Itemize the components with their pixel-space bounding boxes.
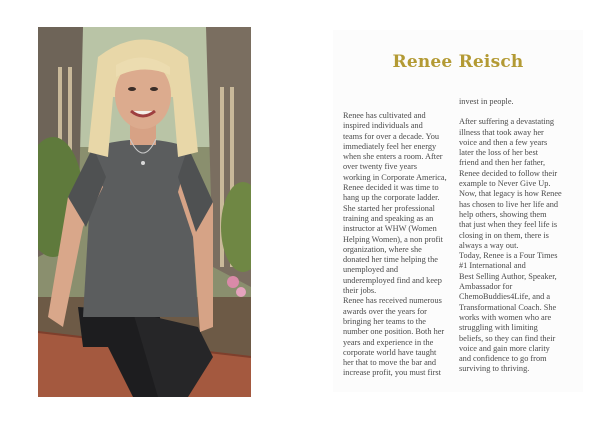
bio-paragraph: invest in people. [459,97,514,106]
bio-paragraph: Renee has cultivated and inspired individuals and teams for over a decade. You immediately feel her energy when she enters a room. After over twenty five years working in Corporate America, Renee decided it was time to hang up the corporate ladder. She started her professional training and speaking as an instructor at WHW (Women Helping Women), a non profit organization, where she donated her time helping the unemployed and underemployed find and keep their jobs. [343,111,447,296]
bio-column-right [459,97,571,375]
bio-paragraph: Renee has received numerous awards over the years for bringing her teams to the number one position. Both her years and experience in the corporate world have taught her that to move the bar and increase profit, you must first [343,296,445,378]
bio-column-left [343,111,455,379]
bio-paragraph: Today, Renee is a Four Times #1 International and Best Selling Author, Speaker, Ambassador for ChemoBuddies4Life, and a Transformational Coach. She works with women who are struggling with limiting beliefs, so they can find their voice and gain more clarity and confidence to go from surviving to thriving. [459,251,558,374]
profile-name: Renee Reisch [392,52,524,72]
portrait-photo [38,27,251,397]
paragraph-spacer [459,107,571,117]
portrait-illustration [38,27,251,397]
bio-paragraph: After suffering a devastating illness that took away her voice and then a few years later the loss of her best friend and then her father, Renee decided to follow their example to Never Give Up. Now, that legacy is how Renee has chosen to live her life and help others, showing them that just when they feel life is closing in on them, there is always a way out. [459,117,562,250]
